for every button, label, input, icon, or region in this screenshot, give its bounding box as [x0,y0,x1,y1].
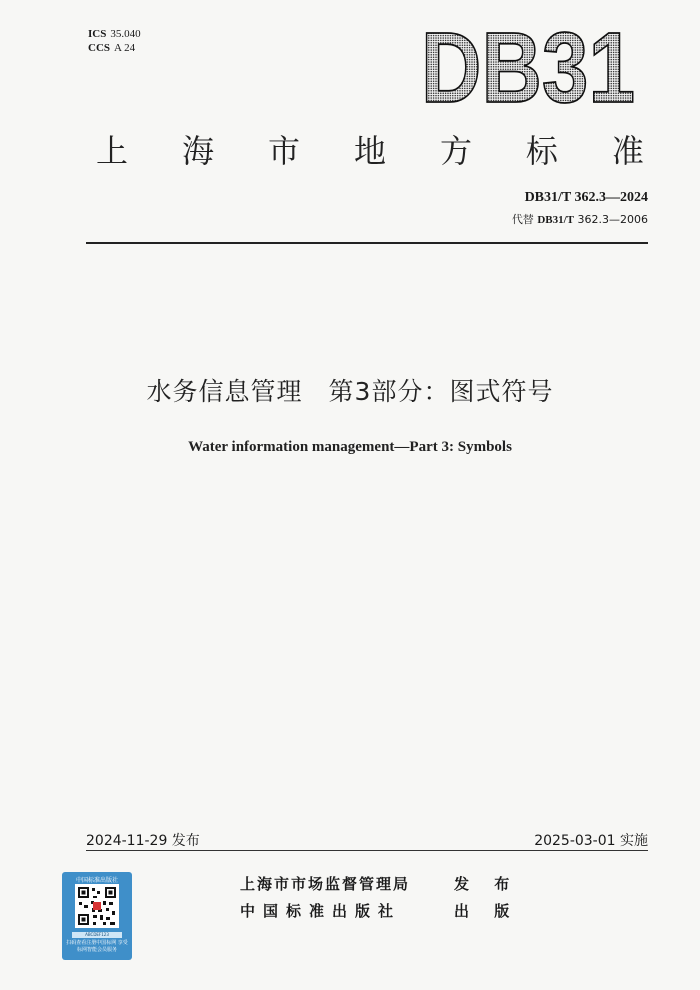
sticker-code: ABCDEF123 [72,932,122,938]
replaces-number: 362.3—2006 [577,213,648,226]
replaces-line [512,211,648,227]
qr-anti-counterfeit-sticker [62,872,132,960]
classification-codes [88,27,141,55]
standard-type-char: 海 [181,132,214,170]
document-title-english: Water information management—Part 3: Symbols [188,439,512,455]
publishing-house: 中国标准出版社 [240,902,402,920]
standard-type-char: 方 [439,132,472,170]
standard-type-char: 市 [267,132,300,170]
db31-logo [418,12,638,124]
qr-center-badge [93,902,101,910]
sticker-top-label: 中国标准出版社 [75,877,118,884]
footer-divider [86,850,648,851]
document-title-chinese: 水务信息管理 第3部分：图式符号 [146,377,554,406]
implementation-date: 2025-03-01 实施 [534,833,648,849]
standard-number: DB31/T 362.3—2024 [524,190,648,205]
qr-code-icon[interactable] [75,884,119,928]
standard-type-char: 准 [611,132,644,170]
standard-type-title [96,126,644,172]
replaces-code: DB31/T [537,214,574,226]
issue-date: 2024-11-29 发布 [86,833,200,849]
db31-logo-text: DB31 [421,12,635,124]
header-divider [86,242,648,244]
issuing-authority-role: 发 布 [454,875,520,893]
standard-type-char: 上 [96,132,129,170]
publishing-house-role: 出 版 [454,902,520,920]
standard-type-char: 标 [525,132,558,170]
ccs-line: CCS A 24 [88,42,136,54]
sticker-bottom-label: 扫码查看注册中国标网 享受标网智能会员服务 [66,940,128,953]
replaces-prefix: 代替 [511,213,534,226]
ics-value: 35.040 [110,28,141,40]
standard-type-char: 地 [353,132,386,170]
ics-line: ICS 35.040 [88,28,141,40]
ccs-value: A 24 [114,42,136,54]
issuing-authority: 上海市市场监督管理局 [240,875,411,893]
